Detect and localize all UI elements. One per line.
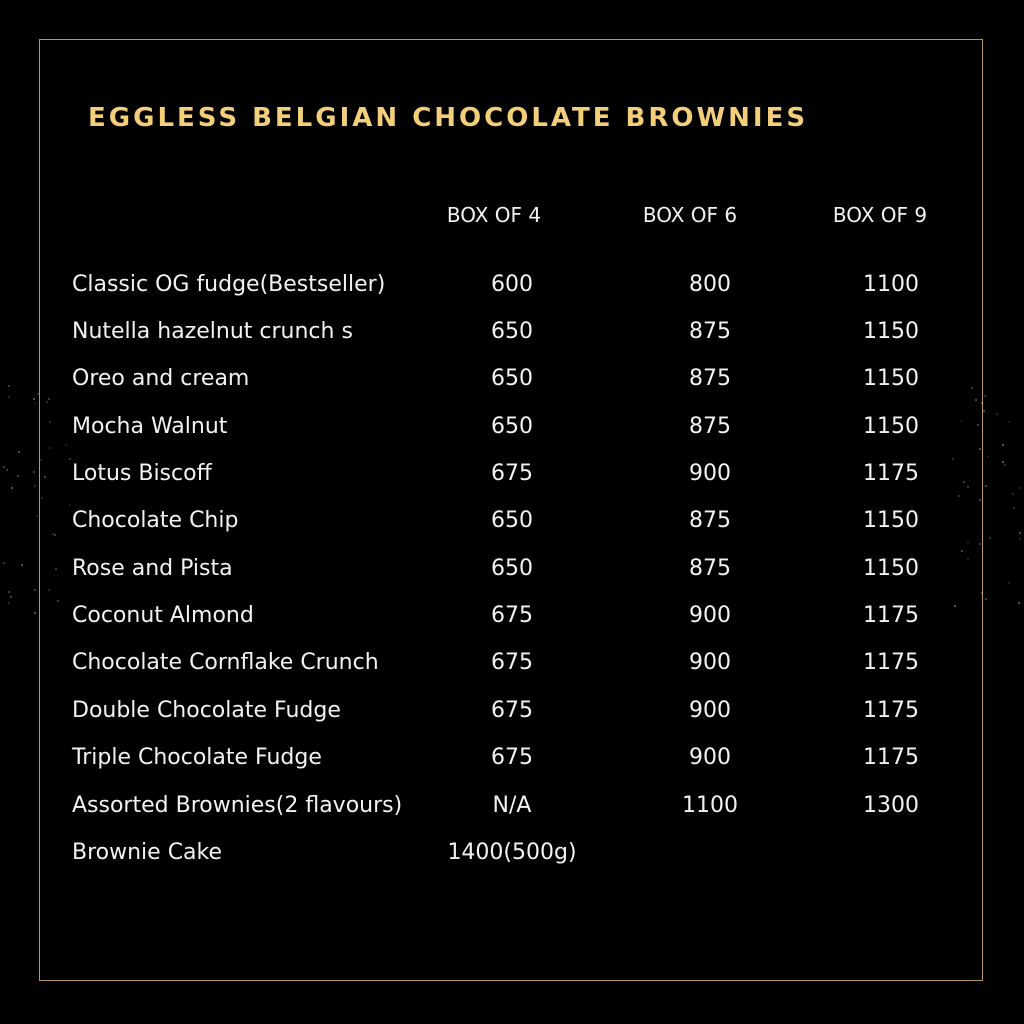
menu-row [0, 414, 1024, 444]
menu-row [0, 698, 1024, 728]
menu-row [0, 272, 1024, 302]
sparkle-dot [984, 395, 986, 397]
sparkle-dot [65, 444, 67, 446]
menu-row [0, 840, 1024, 870]
price-box-of-9: 1150 [863, 319, 919, 344]
flavour-name: Nutella hazelnut crunch s [72, 319, 353, 344]
sparkle-dot [987, 456, 989, 458]
price-box-of-6: 875 [689, 414, 731, 439]
sparkle-dot [996, 413, 998, 415]
price-box-of-6: 800 [689, 272, 731, 297]
price-box-of-6: 875 [689, 366, 731, 391]
price-box-of-4: 675 [491, 745, 533, 770]
price-box-of-9: 1150 [863, 556, 919, 581]
menu-row [0, 319, 1024, 349]
price-box-of-6: 900 [689, 461, 731, 486]
flavour-name: Chocolate Cornflake Crunch [72, 650, 379, 675]
price-box-of-9: 1175 [863, 603, 919, 628]
sparkle-dot [55, 568, 57, 570]
sparkle-dot [952, 458, 954, 460]
flavour-name: Chocolate Chip [72, 508, 239, 533]
price-box-of-9: 1100 [863, 272, 919, 297]
sparkle-dot [8, 396, 10, 398]
flavour-name: Brownie Cake [72, 840, 223, 865]
price-box-of-6: 900 [689, 745, 731, 770]
flavour-name: Triple Chocolate Fudge [72, 745, 322, 770]
sparkle-dot [33, 471, 35, 473]
sparkle-dot [985, 598, 987, 600]
sparkle-dot [46, 401, 48, 403]
sparkle-dot [69, 458, 71, 460]
sparkle-dot [17, 475, 19, 477]
flavour-name: Assorted Brownies(2 flavours) [72, 793, 403, 818]
sparkle-dot [57, 600, 59, 602]
sparkle-dot [1008, 421, 1010, 423]
sparkle-dot [34, 402, 36, 404]
price-box-of-6: 1100 [682, 793, 738, 818]
menu-row [0, 366, 1024, 396]
price-box-of-4: N/A [492, 793, 532, 818]
price-box-of-9: 1175 [863, 745, 919, 770]
sparkle-dot [8, 385, 10, 387]
flavour-name: Coconut Almond [72, 603, 254, 628]
price-box-of-4: 675 [491, 698, 533, 723]
sparkle-dot [8, 591, 10, 593]
sparkle-dot [6, 469, 8, 471]
price-box-of-4: 675 [491, 603, 533, 628]
price-box-of-4: 675 [491, 650, 533, 675]
price-box-of-4: 650 [491, 508, 533, 533]
price-box-of-9: 1175 [863, 650, 919, 675]
sparkle-dot [10, 596, 12, 598]
sparkle-dot [1002, 461, 1004, 463]
price-box-of-9: 1150 [863, 508, 919, 533]
sparkle-dot [34, 589, 36, 591]
price-box-of-9: 1175 [863, 698, 919, 723]
sparkle-dot [961, 550, 963, 552]
price-box-of-6: 875 [689, 508, 731, 533]
flavour-name: Oreo and cream [72, 366, 250, 391]
menu-row [0, 650, 1024, 680]
sparkle-dot [963, 481, 965, 483]
sparkle-dot [975, 399, 977, 401]
price-box-of-6: 900 [689, 603, 731, 628]
sparkle-dot [1019, 487, 1021, 489]
menu-row [0, 603, 1024, 633]
price-box-of-6: 875 [689, 556, 731, 581]
menu-row [0, 556, 1024, 586]
menu-row [0, 508, 1024, 538]
sparkle-dot [69, 504, 71, 506]
price-box-of-6: 900 [689, 698, 731, 723]
flavour-name: Lotus Biscoff [72, 461, 212, 486]
sparkle-dot [3, 562, 5, 564]
sparkle-dot [33, 398, 35, 400]
sparkle-dot [981, 402, 983, 404]
price-box-of-9: 1150 [863, 366, 919, 391]
sparkle-dot [11, 487, 13, 489]
menu-row [0, 745, 1024, 775]
column-header-box-of-9: BOX OF 9 [832, 203, 928, 227]
menu-row [0, 793, 1024, 823]
sparkle-dot [48, 589, 50, 591]
price-box-of-4: 600 [491, 272, 533, 297]
price-box-of-4: 650 [491, 556, 533, 581]
menu-title: EGGLESS BELGIAN CHOCOLATE BROWNIES [88, 103, 809, 133]
column-header-box-of-6: BOX OF 6 [642, 203, 738, 227]
flavour-name: Rose and Pista [72, 556, 233, 581]
flavour-name: Mocha Walnut [72, 414, 228, 439]
sparkle-dot [1012, 493, 1014, 495]
price-box-of-6: 875 [689, 319, 731, 344]
price-box-of-4: 650 [491, 414, 533, 439]
price-box-of-4: 650 [491, 366, 533, 391]
price-box-of-9: 1150 [863, 414, 919, 439]
flavour-name: Classic OG fudge(Bestseller) [72, 272, 386, 297]
sparkle-dot [21, 564, 23, 566]
menu-row [0, 461, 1024, 491]
sparkle-dot [989, 537, 991, 539]
sparkle-dot [1019, 538, 1021, 540]
price-box-of-4: 1400(500g) [447, 840, 577, 865]
sparkle-dot [960, 420, 962, 422]
sparkle-dot [37, 393, 39, 395]
price-box-of-4: 675 [491, 461, 533, 486]
sparkle-dot [18, 451, 20, 453]
sparkle-dot [958, 495, 960, 497]
sparkle-dot [1002, 444, 1004, 446]
column-header-box-of-4: BOX OF 4 [446, 203, 542, 227]
price-box-of-4: 650 [491, 319, 533, 344]
price-box-of-9: 1300 [863, 793, 919, 818]
sparkle-dot [983, 410, 985, 412]
flavour-name: Double Chocolate Fudge [72, 698, 341, 723]
price-box-of-6: 900 [689, 650, 731, 675]
price-box-of-9: 1175 [863, 461, 919, 486]
sparkle-dot [981, 592, 983, 594]
